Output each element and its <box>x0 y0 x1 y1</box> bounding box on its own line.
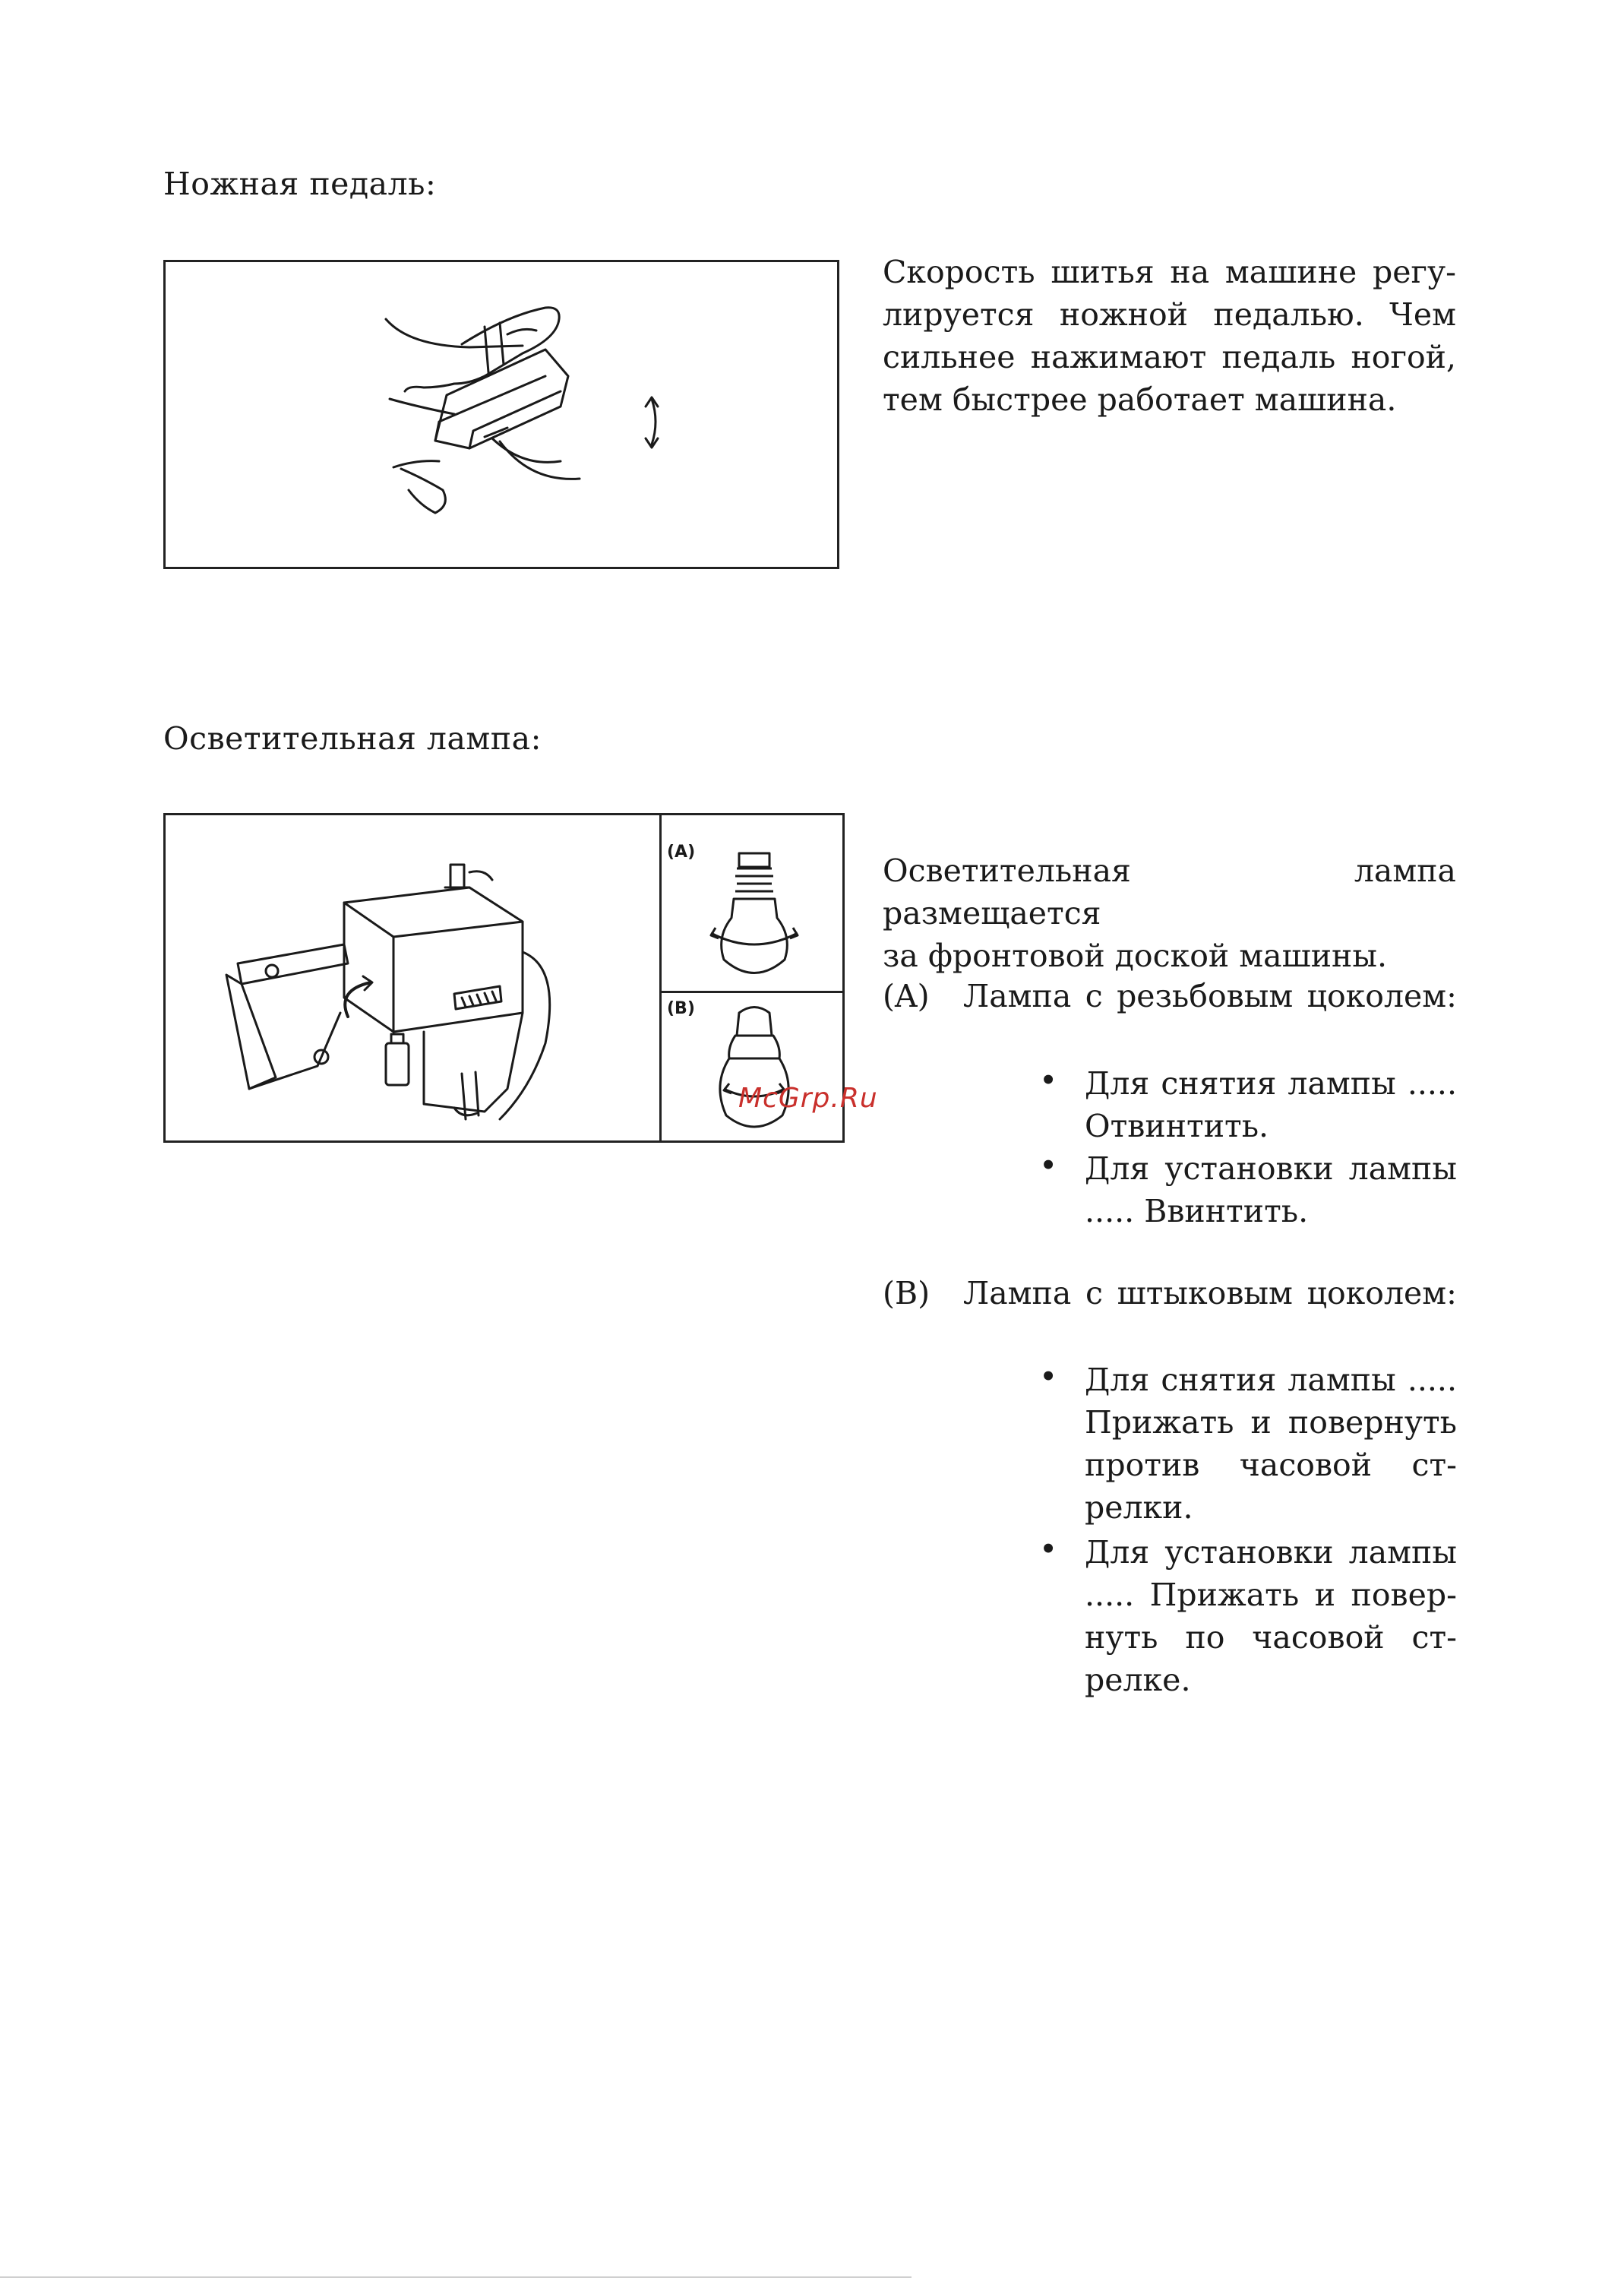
lamp-intro-line: за фронтовой доской машины. <box>883 938 1388 974</box>
bullet-line: Для снятия лампы ..... <box>1085 1362 1457 1398</box>
bullet-icon: • <box>1039 1359 1058 1395</box>
pedal-text-line: тем быстрее работает машина. <box>883 381 1397 418</box>
item-a-bullet <box>1085 1147 1457 1232</box>
bullet-line: ..... Прижать и повер- <box>1085 1577 1457 1613</box>
figure-divider <box>659 815 662 1140</box>
bullet-line: релки. <box>1085 1489 1193 1526</box>
pedal-text-line: Скорость шитья на машине регу- <box>883 254 1456 290</box>
pedal-heading: Ножная педаль: <box>163 166 437 202</box>
bullet-line: Для установки лампы <box>1085 1150 1457 1187</box>
item-b-marker: (B) <box>883 1275 930 1311</box>
watermark: McGrp.Ru <box>738 1083 878 1114</box>
item-a-title: Лампа с резьбовым цоколем: <box>963 978 1457 1014</box>
pedal-figure <box>163 260 839 569</box>
bullet-line: против часовой ст- <box>1085 1447 1457 1483</box>
item-a-bullet <box>1085 1062 1457 1147</box>
bullet-icon: • <box>1039 1062 1058 1099</box>
scan-edge-line <box>0 2276 912 2278</box>
pedal-description <box>883 251 1456 421</box>
bullet-line: ..... Ввинтить. <box>1085 1193 1309 1229</box>
foot-pedal-illustration <box>166 262 837 567</box>
lamp-intro-line: Осветительная лампа размещается <box>883 853 1456 932</box>
bullet-line: Отвинтить. <box>1085 1108 1269 1144</box>
figure-divider <box>659 991 842 993</box>
item-b-bullet <box>1085 1531 1457 1701</box>
bullet-line: Прижать и повернуть <box>1085 1404 1457 1441</box>
sewing-machine-lamp-illustration <box>166 815 658 1140</box>
lamp-intro <box>883 849 1456 977</box>
figure-label-a: (A) <box>667 843 696 862</box>
bullet-line: Для снятия лампы ..... <box>1085 1065 1457 1102</box>
lamp-heading: Осветительная лампа: <box>163 720 542 757</box>
item-a-marker: (A) <box>883 978 930 1014</box>
item-b-bullet <box>1085 1359 1457 1529</box>
item-b-title: Лампа с штыковым цоколем: <box>963 1275 1457 1311</box>
bayonet-base-bulb-icon <box>697 1001 811 1138</box>
bullet-icon: • <box>1039 1147 1058 1184</box>
pedal-text-line: лируется ножной педалью. Чем <box>883 296 1456 333</box>
bullet-icon: • <box>1039 1531 1058 1567</box>
bullet-line: релке. <box>1085 1662 1191 1698</box>
bullet-line: нуть по часовой ст- <box>1085 1619 1457 1656</box>
bullet-line: Для установки лампы <box>1085 1534 1457 1571</box>
figure-label-b: (B) <box>667 999 695 1018</box>
screw-base-bulb-icon <box>697 846 811 986</box>
pedal-text-line: сильнее нажимают педаль ногой, <box>883 339 1456 375</box>
